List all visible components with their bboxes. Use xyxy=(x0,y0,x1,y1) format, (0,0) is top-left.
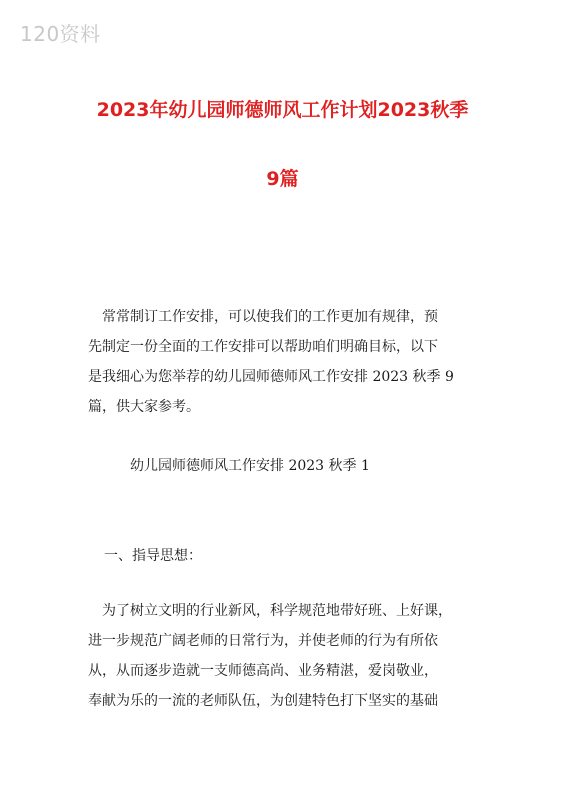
document-title-line-1: 2023年幼儿园师德师风工作计划2023秋季 xyxy=(96,99,469,121)
intro-line: 先制定一份全面的工作安排可以帮助咱们明确目标，以下 xyxy=(88,339,438,355)
body-line: 进一步规范广阔老师的日常行为，并使老师的行为有所依 xyxy=(88,633,438,649)
intro-line: 常常制订工作安排，可以使我们的工作更加有规律，预 xyxy=(88,309,438,325)
body-paragraph xyxy=(88,596,488,716)
intro-paragraph xyxy=(88,302,488,422)
intro-line: 是我细心为您举荐的幼儿园师德师风工作安排 2023 秋季 9 xyxy=(88,369,454,385)
body-line: 奉献为乐的一流的老师队伍，为创建特色打下坚实的基础 xyxy=(88,693,438,709)
intro-line: 篇，供大家参考。 xyxy=(88,399,200,415)
document-title-line-2: 9篇 xyxy=(266,168,299,190)
body-line: 为了树立文明的行业新风，科学规范地带好班、上好课， xyxy=(88,603,452,619)
section-heading: 一、指导思想： xyxy=(104,548,202,564)
body-line: 从，从而逐步造就一支师德高尚、业务精湛，爱岗敬业， xyxy=(88,663,438,679)
watermark: 120资料 xyxy=(20,22,101,46)
section-subtitle: 幼儿园师德师风工作安排 2023 秋季 1 xyxy=(130,458,370,474)
